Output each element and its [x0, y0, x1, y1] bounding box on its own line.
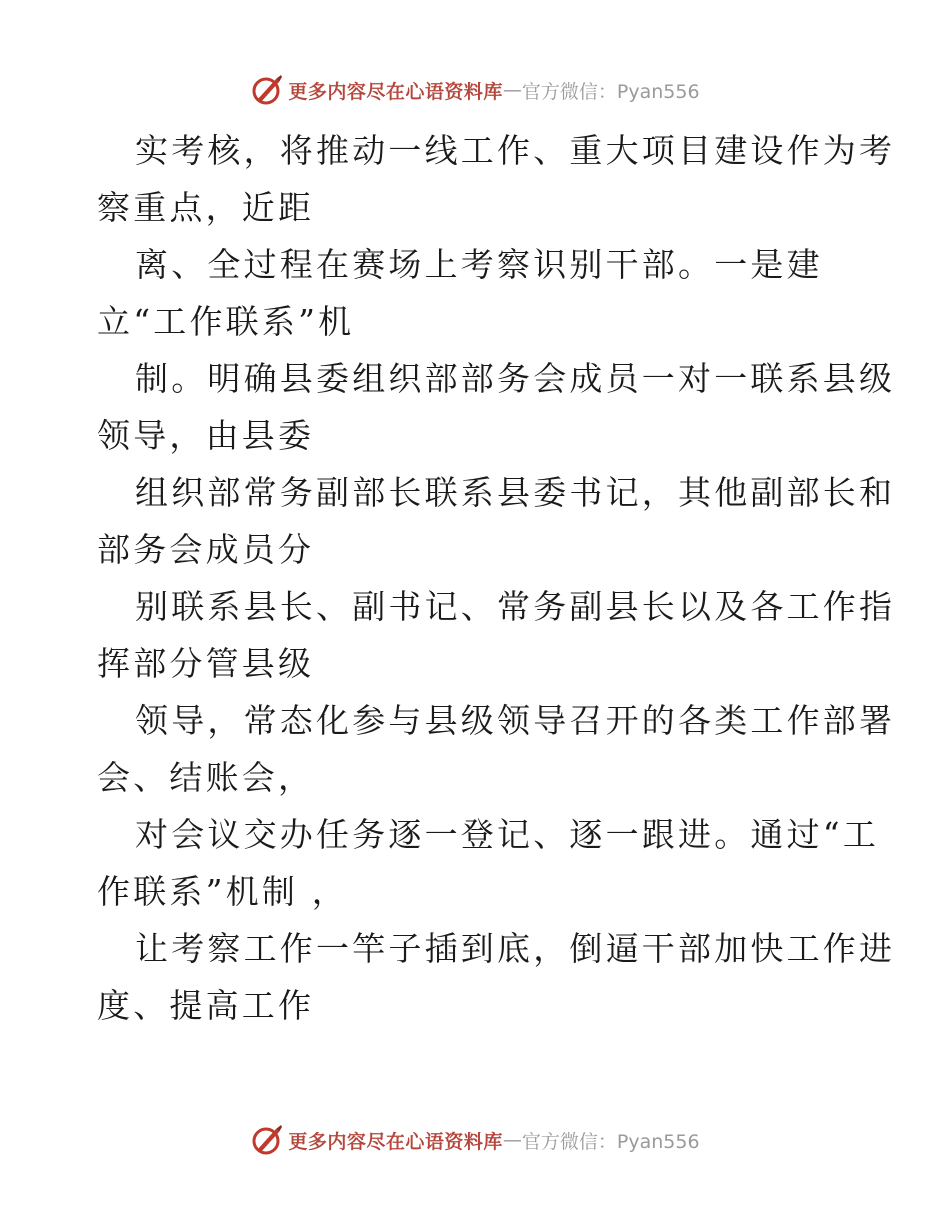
footer-watermark	[0, 1120, 950, 1160]
header-watermark	[0, 70, 950, 110]
watermark-separator: —	[502, 79, 522, 101]
document-body	[97, 122, 896, 1034]
watermark-separator: —	[502, 1129, 522, 1151]
watermark-brand: 更多内容尽在心语资料库	[288, 1130, 503, 1153]
watermark-brand: 更多内容尽在心语资料库	[288, 80, 503, 103]
body-line: 挥部分管县级	[97, 644, 315, 683]
body-line: 让考察工作一竿子插到底，倒逼干部加快工作进	[135, 929, 896, 968]
body-line: 会、结账会，	[97, 758, 315, 797]
pen-logo-icon	[250, 73, 284, 107]
watermark-contact: 官方微信：Pyan556	[521, 80, 700, 103]
pen-logo-icon	[250, 1123, 284, 1157]
watermark-contact: 官方微信：Pyan556	[521, 1130, 700, 1153]
body-line: 实考核，将推动一线工作、重大项目建设作为考	[135, 131, 896, 170]
body-line: 察重点，近距	[97, 188, 315, 227]
body-line: 制。明确县委组织部部务会成员一对一联系县级	[135, 359, 896, 398]
body-line: 领导，由县委	[97, 416, 315, 455]
body-line: 离、全过程在赛场上考察识别干部。一是建	[135, 245, 823, 284]
body-line: 领导，常态化参与县级领导召开的各类工作部署	[135, 701, 896, 740]
body-line: 对会议交办任务逐一登记、逐一跟进。通过“工	[135, 815, 880, 854]
body-line: 别联系县长、副书记、常务副县长以及各工作指	[135, 587, 896, 626]
body-line: 立“工作联系”机	[97, 302, 355, 341]
body-line: 部务会成员分	[97, 530, 315, 569]
body-line: 作联系”机制 ，	[97, 872, 348, 911]
body-line: 度、提高工作	[97, 986, 315, 1025]
body-line: 组织部常务副部长联系县委书记，其他副部长和	[135, 473, 896, 512]
